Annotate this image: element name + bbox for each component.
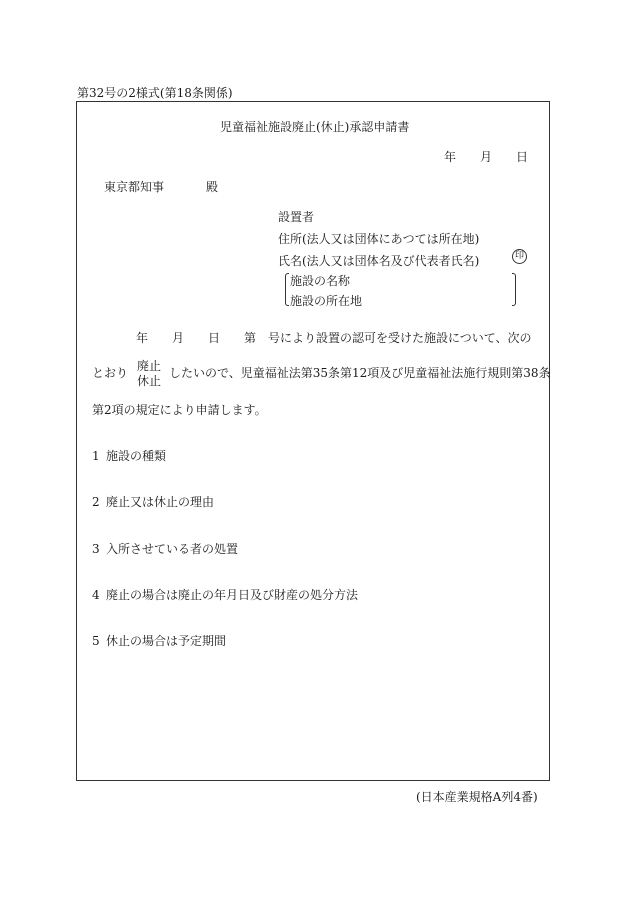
body-line-2: したいので、児童福祉法第35条第12項及び児童福祉法施行規則第38条 [169, 366, 551, 380]
item-3-label: 入所させている者の処置 [106, 542, 239, 556]
item-3-number: 3 [92, 542, 100, 556]
body-year-label: 年 [136, 331, 149, 345]
bracket-right [512, 273, 516, 306]
applicant-address-label: 住所(法人又は団体にあつては所在地) [278, 232, 480, 246]
form-number: 第32号の2様式(第18条関係) [77, 86, 233, 100]
item-5-label: 休止の場合は予定期間 [106, 634, 227, 648]
body-line-3: 第2項の規定により申請します。 [92, 403, 267, 417]
form-frame [76, 101, 550, 781]
item-2-number: 2 [92, 495, 100, 509]
applicant-role: 設置者 [278, 210, 315, 224]
item-2-label: 廃止又は休止の理由 [106, 495, 215, 509]
body-number-label: 第 [244, 331, 257, 345]
item-4-number: 4 [92, 588, 100, 602]
facility-location-label: 施設の所在地 [290, 294, 363, 308]
body-line-1: 号により設置の認可を受けた施設について、次の [268, 331, 532, 345]
honorific: 殿 [206, 180, 219, 194]
body-line-2-prefix: とおり [92, 366, 129, 380]
item-4-label: 廃止の場合は廃止の年月日及び財産の処分方法 [106, 588, 359, 602]
paper-size-note: (日本産業規格A列4番) [416, 790, 538, 804]
date-year-label: 年 [444, 150, 457, 164]
date-month-label: 月 [480, 150, 493, 164]
applicant-name-label: 氏名(法人又は団体名及び代表者氏名) [278, 254, 480, 268]
body-month-label: 月 [172, 331, 185, 345]
facility-name-label: 施設の名称 [290, 274, 351, 288]
option-discontinue: 廃止 [137, 359, 162, 373]
form-title: 児童福祉施設廃止(休止)承認申請書 [220, 120, 410, 134]
item-1-label: 施設の種類 [106, 449, 167, 463]
bracket-left [285, 273, 289, 306]
item-1-number: 1 [92, 449, 100, 463]
body-day-label: 日 [208, 331, 221, 345]
date-day-label: 日 [516, 150, 529, 164]
addressee: 東京都知事 [104, 180, 165, 194]
option-suspend: 休止 [137, 374, 162, 388]
item-5-number: 5 [92, 634, 100, 648]
seal-mark: 印 [512, 249, 527, 264]
